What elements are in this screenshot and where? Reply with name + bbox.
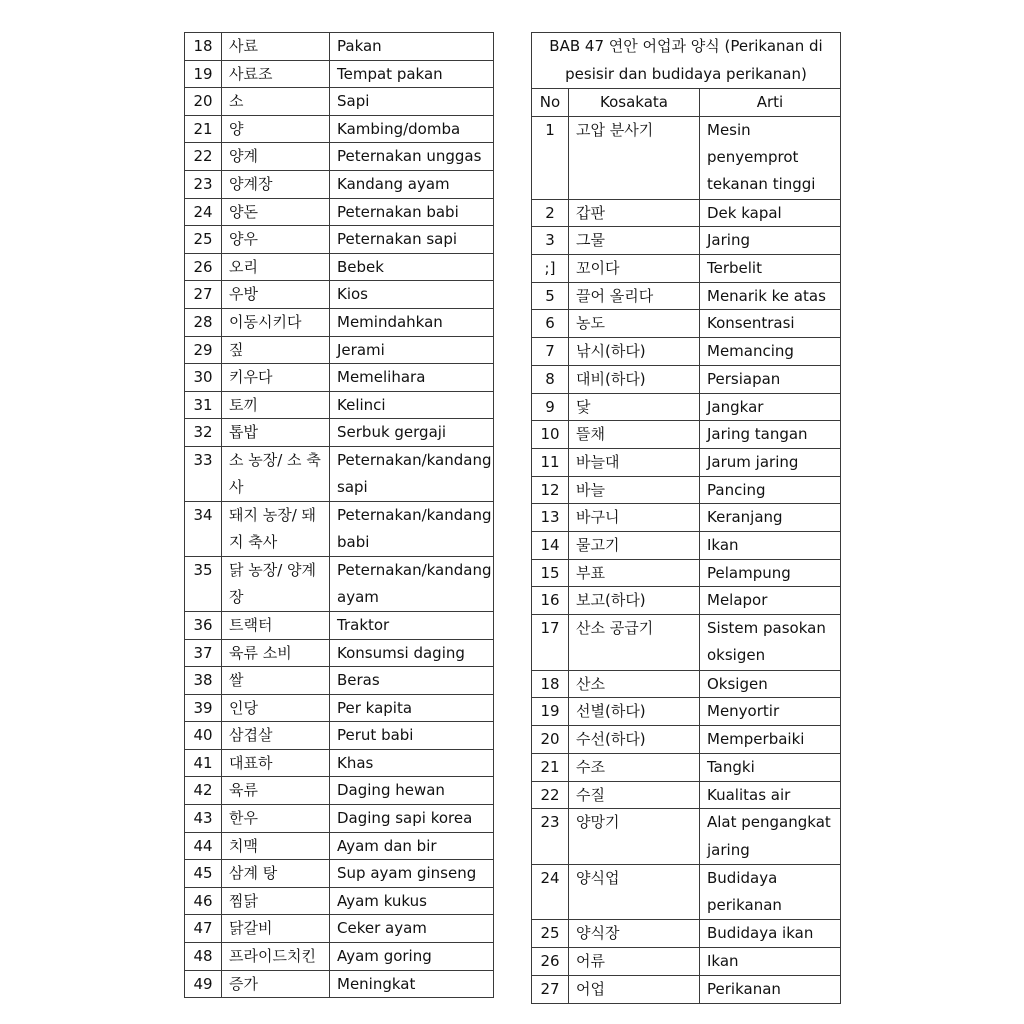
table-row xyxy=(185,336,494,364)
row-number: 43 xyxy=(185,805,222,833)
row-number: 26 xyxy=(532,948,569,976)
korean-term: 양식업 xyxy=(569,864,700,920)
row-number: 12 xyxy=(532,476,569,504)
indonesian-meaning: Budidaya perikanan xyxy=(700,864,841,920)
korean-term: 양우 xyxy=(222,226,330,254)
table-row xyxy=(185,639,494,667)
table-row xyxy=(532,698,841,726)
korean-term: 삼계 탕 xyxy=(222,860,330,888)
indonesian-meaning: Ikan xyxy=(700,948,841,976)
row-number: 27 xyxy=(532,975,569,1003)
indonesian-meaning: Memancing xyxy=(700,338,841,366)
korean-term: 육류 xyxy=(222,777,330,805)
table-row xyxy=(185,391,494,419)
korean-term: 프라이드치킨 xyxy=(222,943,330,971)
korean-term: 치맥 xyxy=(222,832,330,860)
table-row xyxy=(185,556,494,611)
table-row xyxy=(185,143,494,171)
indonesian-meaning: Tempat pakan xyxy=(330,60,494,88)
korean-term: 쌀 xyxy=(222,667,330,695)
row-number: 21 xyxy=(532,753,569,781)
row-number: 31 xyxy=(185,391,222,419)
indonesian-meaning: Keranjang xyxy=(700,504,841,532)
korean-term: 산소 공급기 xyxy=(569,615,700,671)
chapter-title: BAB 47 연안 어업과 양식 (Perikanan di pesisir dan budidaya perikanan) xyxy=(532,33,841,89)
indonesian-meaning: Menarik ke atas xyxy=(700,282,841,310)
column-header-row xyxy=(532,89,841,117)
indonesian-meaning: Bebek xyxy=(330,253,494,281)
row-number: 48 xyxy=(185,943,222,971)
row-number: 23 xyxy=(185,170,222,198)
indonesian-meaning: Sup ayam ginseng xyxy=(330,860,494,888)
row-number: 38 xyxy=(185,667,222,695)
indonesian-meaning: Peternakan/kandang babi xyxy=(330,501,494,556)
korean-term: 톱밥 xyxy=(222,419,330,447)
korean-term: 끌어 올리다 xyxy=(569,282,700,310)
table-row xyxy=(532,338,841,366)
korean-term: 사료 xyxy=(222,33,330,61)
korean-term: 수조 xyxy=(569,753,700,781)
korean-term: 대비(하다) xyxy=(569,365,700,393)
table-row xyxy=(185,60,494,88)
row-number: 39 xyxy=(185,694,222,722)
indonesian-meaning: Peternakan babi xyxy=(330,198,494,226)
indonesian-meaning: Memperbaiki xyxy=(700,726,841,754)
korean-term: 물고기 xyxy=(569,532,700,560)
indonesian-meaning: Beras xyxy=(330,667,494,695)
table-row xyxy=(532,448,841,476)
korean-term: 갑판 xyxy=(569,199,700,227)
korean-term: 산소 xyxy=(569,670,700,698)
row-number: 5 xyxy=(532,282,569,310)
row-number: 29 xyxy=(185,336,222,364)
table-row xyxy=(532,864,841,920)
korean-term: 닭갈비 xyxy=(222,915,330,943)
table-row xyxy=(532,421,841,449)
vocab-table-left-body xyxy=(185,33,494,998)
row-number: 34 xyxy=(185,501,222,556)
korean-term: 바구니 xyxy=(569,504,700,532)
row-number: 10 xyxy=(532,421,569,449)
table-row xyxy=(185,88,494,116)
korean-term: 육류 소비 xyxy=(222,639,330,667)
row-number: 36 xyxy=(185,611,222,639)
column-header-no: No xyxy=(532,89,569,117)
korean-term: 우방 xyxy=(222,281,330,309)
korean-term: 뜰채 xyxy=(569,421,700,449)
table-row xyxy=(185,281,494,309)
korean-term: 선별(하다) xyxy=(569,698,700,726)
table-row xyxy=(185,667,494,695)
indonesian-meaning: Sapi xyxy=(330,88,494,116)
table-row xyxy=(532,393,841,421)
korean-term: 인당 xyxy=(222,694,330,722)
table-row xyxy=(185,777,494,805)
table-row xyxy=(185,970,494,998)
indonesian-meaning: Daging sapi korea xyxy=(330,805,494,833)
table-row xyxy=(532,199,841,227)
korean-term: 어류 xyxy=(569,948,700,976)
row-number: 25 xyxy=(185,226,222,254)
indonesian-meaning: Ayam goring xyxy=(330,943,494,971)
table-row xyxy=(185,33,494,61)
korean-term: 양 xyxy=(222,115,330,143)
table-row xyxy=(532,365,841,393)
korean-term: 그물 xyxy=(569,227,700,255)
table-row xyxy=(532,948,841,976)
indonesian-meaning: Peternakan sapi xyxy=(330,226,494,254)
row-number: 45 xyxy=(185,860,222,888)
korean-term: 농도 xyxy=(569,310,700,338)
table-row xyxy=(185,749,494,777)
table-row xyxy=(532,753,841,781)
row-number: 8 xyxy=(532,365,569,393)
row-number: 33 xyxy=(185,446,222,501)
indonesian-meaning: Budidaya ikan xyxy=(700,920,841,948)
indonesian-meaning: Oksigen xyxy=(700,670,841,698)
korean-term: 이동시키다 xyxy=(222,308,330,336)
table-row xyxy=(185,170,494,198)
indonesian-meaning: Mesin penyemprot tekanan tinggi xyxy=(700,116,841,199)
row-number: 22 xyxy=(532,781,569,809)
indonesian-meaning: Perut babi xyxy=(330,722,494,750)
row-number: 46 xyxy=(185,887,222,915)
indonesian-meaning: Sistem pasokan oksigen xyxy=(700,615,841,671)
row-number: 14 xyxy=(532,532,569,560)
table-row xyxy=(185,915,494,943)
indonesian-meaning: Ikan xyxy=(700,532,841,560)
indonesian-meaning: Daging hewan xyxy=(330,777,494,805)
table-row xyxy=(532,726,841,754)
korean-term: 증가 xyxy=(222,970,330,998)
vocab-table-right-head xyxy=(532,33,841,117)
korean-term: 부표 xyxy=(569,559,700,587)
korean-term: 찜닭 xyxy=(222,887,330,915)
korean-term: 소 농장/ 소 축사 xyxy=(222,446,330,501)
row-number: 9 xyxy=(532,393,569,421)
indonesian-meaning: Peternakan/kandang sapi xyxy=(330,446,494,501)
table-row xyxy=(185,694,494,722)
indonesian-meaning: Persiapan xyxy=(700,365,841,393)
korean-term: 수질 xyxy=(569,781,700,809)
vocab-table-right-body xyxy=(532,116,841,1003)
row-number: 24 xyxy=(532,864,569,920)
table-row xyxy=(185,805,494,833)
table-row xyxy=(532,975,841,1003)
table-row xyxy=(185,446,494,501)
table-row xyxy=(185,198,494,226)
row-number: 23 xyxy=(532,809,569,865)
table-row xyxy=(185,832,494,860)
korean-term: 닻 xyxy=(569,393,700,421)
row-number: 28 xyxy=(185,308,222,336)
korean-term: 꼬이다 xyxy=(569,255,700,283)
korean-term: 바늘대 xyxy=(569,448,700,476)
table-row xyxy=(532,227,841,255)
korean-term: 어업 xyxy=(569,975,700,1003)
korean-term: 키우다 xyxy=(222,364,330,392)
row-number: 11 xyxy=(532,448,569,476)
korean-term: 양계 xyxy=(222,143,330,171)
table-row xyxy=(532,809,841,865)
row-number: 19 xyxy=(185,60,222,88)
indonesian-meaning: Kios xyxy=(330,281,494,309)
chapter-title-row xyxy=(532,33,841,89)
indonesian-meaning: Traktor xyxy=(330,611,494,639)
row-number: 17 xyxy=(532,615,569,671)
indonesian-meaning: Ayam dan bir xyxy=(330,832,494,860)
row-number: 20 xyxy=(532,726,569,754)
indonesian-meaning: Jarum jaring xyxy=(700,448,841,476)
row-number: 1 xyxy=(532,116,569,199)
indonesian-meaning: Kelinci xyxy=(330,391,494,419)
indonesian-meaning: Jerami xyxy=(330,336,494,364)
korean-term: 바늘 xyxy=(569,476,700,504)
column-header-kosakata: Kosakata xyxy=(569,89,700,117)
indonesian-meaning: Khas xyxy=(330,749,494,777)
row-number: 26 xyxy=(185,253,222,281)
korean-term: 낚시(하다) xyxy=(569,338,700,366)
row-number: 16 xyxy=(532,587,569,615)
row-number: 24 xyxy=(185,198,222,226)
table-row xyxy=(532,670,841,698)
vocab-table-left xyxy=(184,32,494,998)
row-number: ;] xyxy=(532,255,569,283)
row-number: 18 xyxy=(185,33,222,61)
indonesian-meaning: Kambing/domba xyxy=(330,115,494,143)
table-row xyxy=(532,310,841,338)
korean-term: 트랙터 xyxy=(222,611,330,639)
table-row xyxy=(532,476,841,504)
indonesian-meaning: Memelihara xyxy=(330,364,494,392)
indonesian-meaning: Perikanan xyxy=(700,975,841,1003)
indonesian-meaning: Peternakan unggas xyxy=(330,143,494,171)
indonesian-meaning: Kualitas air xyxy=(700,781,841,809)
table-row xyxy=(532,116,841,199)
indonesian-meaning: Tangki xyxy=(700,753,841,781)
row-number: 25 xyxy=(532,920,569,948)
indonesian-meaning: Meningkat xyxy=(330,970,494,998)
indonesian-meaning: Konsumsi daging xyxy=(330,639,494,667)
row-number: 27 xyxy=(185,281,222,309)
row-number: 13 xyxy=(532,504,569,532)
table-row xyxy=(532,282,841,310)
table-row xyxy=(185,115,494,143)
row-number: 41 xyxy=(185,749,222,777)
row-number: 3 xyxy=(532,227,569,255)
table-row xyxy=(532,504,841,532)
table-row xyxy=(185,253,494,281)
row-number: 44 xyxy=(185,832,222,860)
korean-term: 오리 xyxy=(222,253,330,281)
row-number: 2 xyxy=(532,199,569,227)
row-number: 47 xyxy=(185,915,222,943)
row-number: 42 xyxy=(185,777,222,805)
row-number: 15 xyxy=(532,559,569,587)
indonesian-meaning: Jaring xyxy=(700,227,841,255)
row-number: 32 xyxy=(185,419,222,447)
korean-term: 양돈 xyxy=(222,198,330,226)
table-row xyxy=(532,559,841,587)
indonesian-meaning: Konsentrasi xyxy=(700,310,841,338)
row-number: 37 xyxy=(185,639,222,667)
indonesian-meaning: Pelampung xyxy=(700,559,841,587)
indonesian-meaning: Alat pengangkat jaring xyxy=(700,809,841,865)
table-row xyxy=(532,255,841,283)
indonesian-meaning: Kandang ayam xyxy=(330,170,494,198)
row-number: 18 xyxy=(532,670,569,698)
korean-term: 삼겹살 xyxy=(222,722,330,750)
indonesian-meaning: Memindahkan xyxy=(330,308,494,336)
table-row xyxy=(532,615,841,671)
indonesian-meaning: Pakan xyxy=(330,33,494,61)
table-row xyxy=(185,860,494,888)
row-number: 6 xyxy=(532,310,569,338)
table-row xyxy=(532,587,841,615)
table-row xyxy=(532,532,841,560)
row-number: 22 xyxy=(185,143,222,171)
korean-term: 양망기 xyxy=(569,809,700,865)
indonesian-meaning: Jangkar xyxy=(700,393,841,421)
table-row xyxy=(532,781,841,809)
vocab-table-right xyxy=(531,32,841,1004)
korean-term: 사료조 xyxy=(222,60,330,88)
korean-term: 수선(하다) xyxy=(569,726,700,754)
row-number: 40 xyxy=(185,722,222,750)
indonesian-meaning: Dek kapal xyxy=(700,199,841,227)
row-number: 7 xyxy=(532,338,569,366)
korean-term: 고압 분사기 xyxy=(569,116,700,199)
row-number: 21 xyxy=(185,115,222,143)
korean-term: 소 xyxy=(222,88,330,116)
korean-term: 양계장 xyxy=(222,170,330,198)
korean-term: 닭 농장/ 양계장 xyxy=(222,556,330,611)
row-number: 20 xyxy=(185,88,222,116)
table-row xyxy=(185,943,494,971)
column-header-arti: Arti xyxy=(700,89,841,117)
table-row xyxy=(532,920,841,948)
table-row xyxy=(185,226,494,254)
indonesian-meaning: Pancing xyxy=(700,476,841,504)
indonesian-meaning: Serbuk gergaji xyxy=(330,419,494,447)
indonesian-meaning: Melapor xyxy=(700,587,841,615)
korean-term: 토끼 xyxy=(222,391,330,419)
korean-term: 돼지 농장/ 돼지 축사 xyxy=(222,501,330,556)
table-row xyxy=(185,308,494,336)
korean-term: 한우 xyxy=(222,805,330,833)
table-row xyxy=(185,611,494,639)
korean-term: 보고(하다) xyxy=(569,587,700,615)
row-number: 30 xyxy=(185,364,222,392)
indonesian-meaning: Ceker ayam xyxy=(330,915,494,943)
indonesian-meaning: Peternakan/kandang ayam xyxy=(330,556,494,611)
korean-term: 대표하 xyxy=(222,749,330,777)
indonesian-meaning: Ayam kukus xyxy=(330,887,494,915)
table-row xyxy=(185,887,494,915)
table-row xyxy=(185,364,494,392)
row-number: 19 xyxy=(532,698,569,726)
indonesian-meaning: Menyortir xyxy=(700,698,841,726)
korean-term: 짚 xyxy=(222,336,330,364)
table-row xyxy=(185,722,494,750)
indonesian-meaning: Jaring tangan xyxy=(700,421,841,449)
table-row xyxy=(185,419,494,447)
row-number: 35 xyxy=(185,556,222,611)
indonesian-meaning: Per kapita xyxy=(330,694,494,722)
row-number: 49 xyxy=(185,970,222,998)
korean-term: 양식장 xyxy=(569,920,700,948)
indonesian-meaning: Terbelit xyxy=(700,255,841,283)
table-row xyxy=(185,501,494,556)
